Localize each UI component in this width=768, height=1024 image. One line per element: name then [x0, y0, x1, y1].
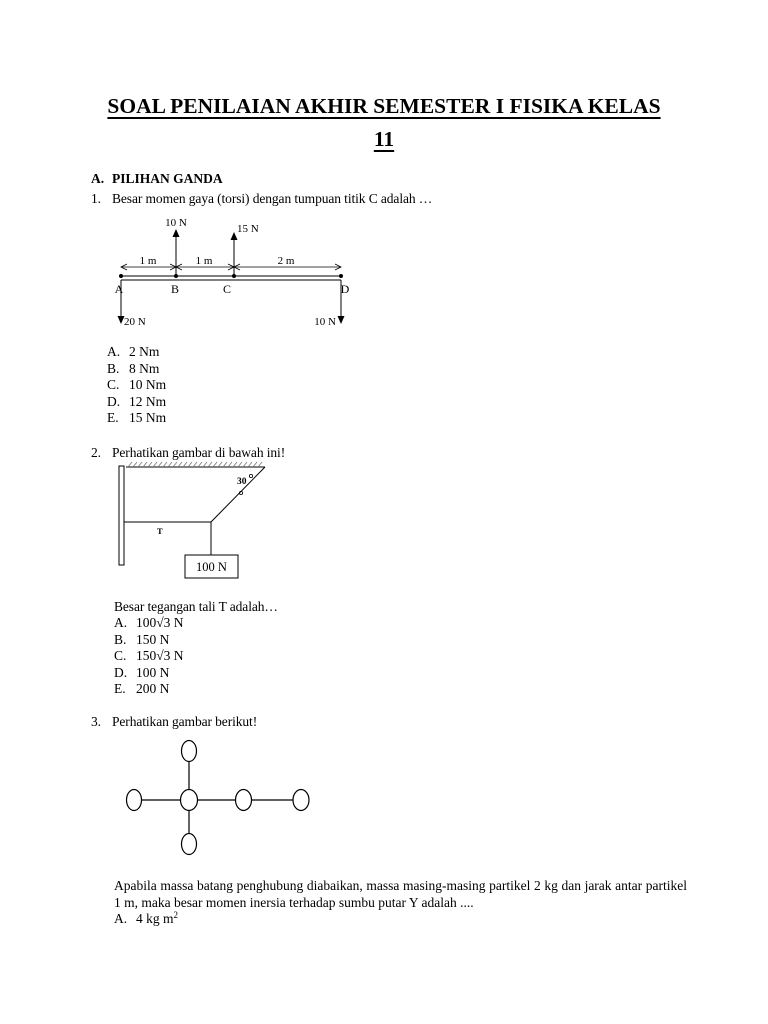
force-down-d-label: 10 N — [314, 316, 336, 328]
wall — [119, 466, 124, 565]
degree-symbol — [249, 474, 252, 477]
option-text: 100 N — [136, 664, 170, 680]
force-up-c-label: 15 N — [237, 223, 259, 235]
page-title-line2: 11 — [373, 127, 395, 151]
q2-options — [114, 615, 184, 698]
q2-text: Perhatikan gambar di bawah ini! — [112, 445, 286, 460]
force-up-b-arrow — [173, 229, 180, 276]
option-text: 4 kg m — [136, 911, 174, 926]
particle-far-right — [293, 790, 309, 811]
point-d-marker — [339, 274, 343, 278]
particle-bottom — [182, 834, 197, 855]
option-letter: C. — [107, 377, 120, 392]
rope-t-label: T — [157, 526, 163, 536]
weight-label: 100 N — [196, 560, 227, 574]
force-up-b-label: 10 N — [165, 217, 187, 229]
q2-question: Besar tegangan tali T adalah… — [114, 599, 278, 614]
option-letter: D. — [107, 393, 121, 409]
q1-option-a[interactable] — [107, 344, 166, 361]
q3-option-a[interactable] — [114, 911, 178, 928]
ceiling-hatch — [128, 462, 262, 467]
section-a-label: A. — [91, 171, 105, 186]
option-letter: C. — [114, 648, 127, 663]
option-letter: B. — [107, 360, 120, 376]
q1-option-b[interactable] — [107, 361, 166, 378]
q1-number: 1. — [91, 191, 101, 206]
option-text: 12 Nm — [129, 393, 167, 409]
option-letter: A. — [107, 344, 121, 359]
point-b-label: B — [170, 282, 180, 296]
q1-option-e[interactable] — [107, 410, 166, 427]
option-text: 200 N — [136, 681, 170, 696]
dist-bc-label: 1 m — [195, 255, 213, 267]
particle-top — [182, 741, 197, 762]
option-exponent: 2 — [173, 910, 179, 920]
point-c-label: C — [222, 282, 232, 296]
q2-option-b[interactable] — [114, 632, 184, 649]
q2-tension-diagram — [110, 460, 280, 585]
option-text: 150√3 N — [136, 648, 184, 663]
q1-option-c[interactable] — [107, 377, 166, 394]
q3-particle-diagram — [118, 735, 318, 860]
point-a-marker — [119, 274, 123, 278]
option-text: 15 Nm — [129, 410, 167, 425]
q2-number: 2. — [91, 445, 101, 460]
option-letter: E. — [107, 410, 119, 425]
dist-ab-label: 1 m — [139, 255, 157, 267]
option-letter: E. — [114, 681, 126, 696]
particle-center — [181, 790, 198, 811]
q3-number: 3. — [91, 714, 101, 729]
q3-question: Apabila massa batang penghubung diabaikan, massa masing-masing partikel 2 kg dan jarak antar partikel 1 m, maka besar momen inersia terhadap sumbu putar Y adalah .... — [114, 878, 687, 910]
q2-option-e[interactable] — [114, 681, 184, 698]
q1-beam-diagram — [100, 210, 370, 335]
option-letter: B. — [114, 631, 127, 647]
rope-slanted — [211, 467, 265, 522]
page-title-line1: SOAL PENILAIAN AKHIR SEMESTER I FISIKA KELAS — [107, 94, 661, 118]
point-d-label: D — [340, 282, 350, 296]
q1-options — [107, 344, 166, 427]
option-letter: D. — [114, 664, 128, 680]
option-letter: A. — [114, 911, 128, 926]
angle-label: 30 — [237, 477, 247, 487]
force-down-a-label: 20 N — [124, 316, 146, 328]
force-up-c-arrow — [231, 232, 238, 276]
option-text: 2 Nm — [129, 344, 160, 359]
option-letter: A. — [114, 615, 128, 630]
option-text: 8 Nm — [129, 360, 160, 376]
option-text: 150 N — [136, 631, 170, 647]
particle-right — [236, 790, 252, 811]
q1-text: Besar momen gaya (torsi) dengan tumpuan titik C adalah … — [112, 191, 433, 206]
q3-text: Perhatikan gambar berikut! — [112, 714, 258, 729]
q2-option-a[interactable] — [114, 615, 184, 632]
option-text: 100√3 N — [136, 615, 184, 630]
section-a-title: PILIHAN GANDA — [112, 171, 223, 186]
dist-cd-label: 2 m — [277, 255, 295, 267]
q2-option-c[interactable] — [114, 648, 184, 665]
option-text: 10 Nm — [129, 377, 167, 392]
q2-option-d[interactable] — [114, 665, 184, 682]
point-a-label: A — [114, 282, 124, 296]
q1-option-d[interactable] — [107, 394, 166, 411]
particle-left — [127, 790, 142, 811]
